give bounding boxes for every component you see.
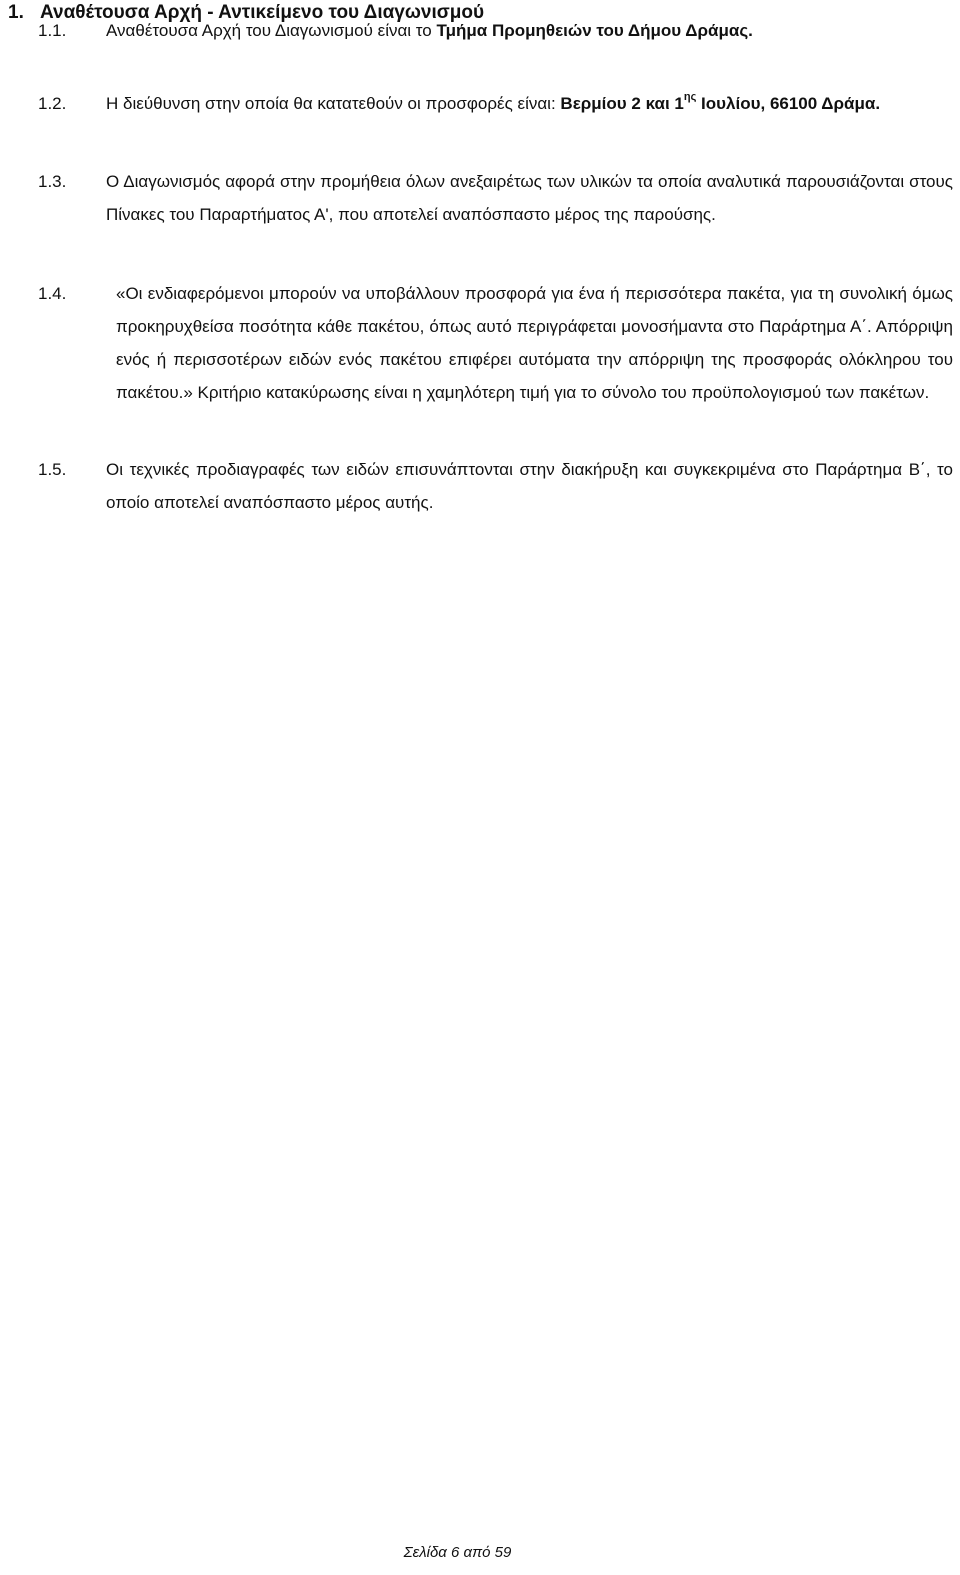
clause-text-bold [560,91,881,113]
clause-number: 1.2. [38,94,67,113]
clause-text [106,14,953,47]
clause-1-3 [38,165,953,231]
clause-number: 1.4. [38,284,67,303]
address-rest: Ιουλίου, 66100 Δράμα. [696,94,881,113]
address-street: Βερμίου 2 και 1 [560,94,684,113]
clause-text-plain: Αναθέτουσα Αρχή του Διαγωνισμού είναι το [106,21,437,40]
clause-number: 1.1. [38,21,67,40]
section-title: Αναθέτουσα Αρχή - Αντικείμενο του Διαγωνισμού [40,2,485,23]
clause-text: Ο Διαγωνισμός αφορά στην προμήθεια όλων ανεξαιρέτως των υλικών τα οποία αναλυτικά παρουσιάζονται στους Πίνακες του Παραρτήματος Α', που αποτελεί αναπόσπαστο μέρος της παρούσης. [106,172,953,224]
section-number: 1. [8,2,24,23]
clause-text-bold: Τμήμα Προμηθειών του Δήμου Δράμας. [436,21,753,40]
clause-text-plain: Η διεύθυνση στην οποία θα κατατεθούν οι προσφορές είναι: [106,94,561,113]
clause-number: 1.5. [38,460,67,479]
clause-text: Οι τεχνικές προδιαγραφές των ειδών επισυνάπτονται στην διακήρυξη και συγκεκριμένα στο Παράρτημα Β΄, το οποίο αποτελεί αναπόσπαστο μέρος αυτής. [106,460,953,512]
clause-text: «Οι ενδιαφερόμενοι μπορούν να υποβάλλουν προσφορά για ένα ή περισσότερα πακέτα, για τη συνολική όμως προκηρυχθείσα ποσότητα κάθε πακέτου, όπως αυτό περιγράφεται μονοσήμαντα στο Παράρτημα Α΄. Απόρριψη ενός ή περισσοτέρων ειδών ενός πακέτου επιφέρει αυτόματα την απόρριψη της προσφοράς ολόκληρου του πακέτου.» Κριτήριο κατακύρωσης είναι η χαμηλότερη τιμή για το σύνολο του προϋπολογισμού των πακέτων. [116,284,953,402]
clause-text [106,87,953,120]
ordinal-suffix: ης [683,91,697,103]
clause-1-4 [38,277,953,409]
clause-number: 1.3. [38,172,67,191]
clause-1-5 [38,453,953,519]
clause-1-1 [38,14,953,47]
page-footer: Σελίδα 6 από 59 [403,1544,512,1561]
clause-1-2 [38,87,953,120]
